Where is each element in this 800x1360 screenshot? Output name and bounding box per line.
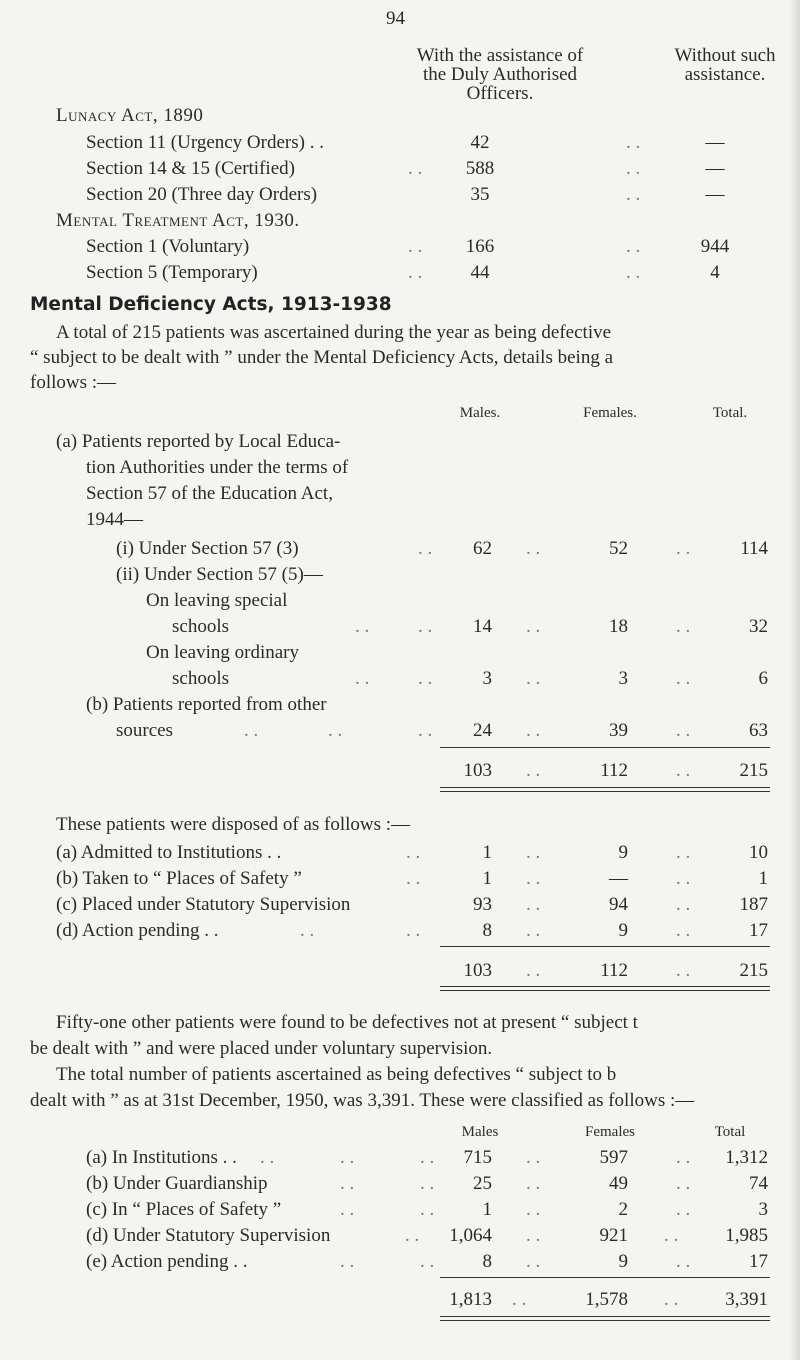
- total-rule: [440, 747, 770, 748]
- col-header-total: Total.: [712, 405, 748, 421]
- total-double-rule: [440, 1316, 770, 1321]
- section-heading: Mental Deficiency Acts, 1913-1938: [30, 294, 392, 315]
- page-number: 94: [386, 8, 405, 29]
- col-header-total: Total: [714, 1124, 746, 1140]
- total-double-rule: [440, 986, 770, 991]
- row-label-special: On leaving special: [146, 590, 288, 611]
- mental-treatment-act-title: Mental Treatment Act, 1930.: [56, 210, 300, 231]
- row-label-ii: (ii) Under Section 57 (5)—: [116, 564, 323, 585]
- row-label-ordinary: On leaving ordinary: [146, 642, 300, 663]
- disposal-intro: These patients were disposed of as follows :—: [56, 814, 411, 835]
- col-header-males: Males: [461, 1124, 499, 1140]
- col-header-females: Females.: [583, 405, 637, 421]
- total-double-rule: [440, 787, 770, 792]
- total-rule: [440, 1277, 770, 1278]
- col-header-females: Females: [585, 1124, 635, 1140]
- col-header-males: Males.: [459, 405, 501, 421]
- total-rule: [440, 946, 770, 947]
- page-edge-shadow: [790, 0, 800, 1360]
- row-label-b: (b) Patients reported from other: [86, 694, 327, 715]
- lunacy-act-title: Lunacy Act, 1890: [56, 105, 204, 126]
